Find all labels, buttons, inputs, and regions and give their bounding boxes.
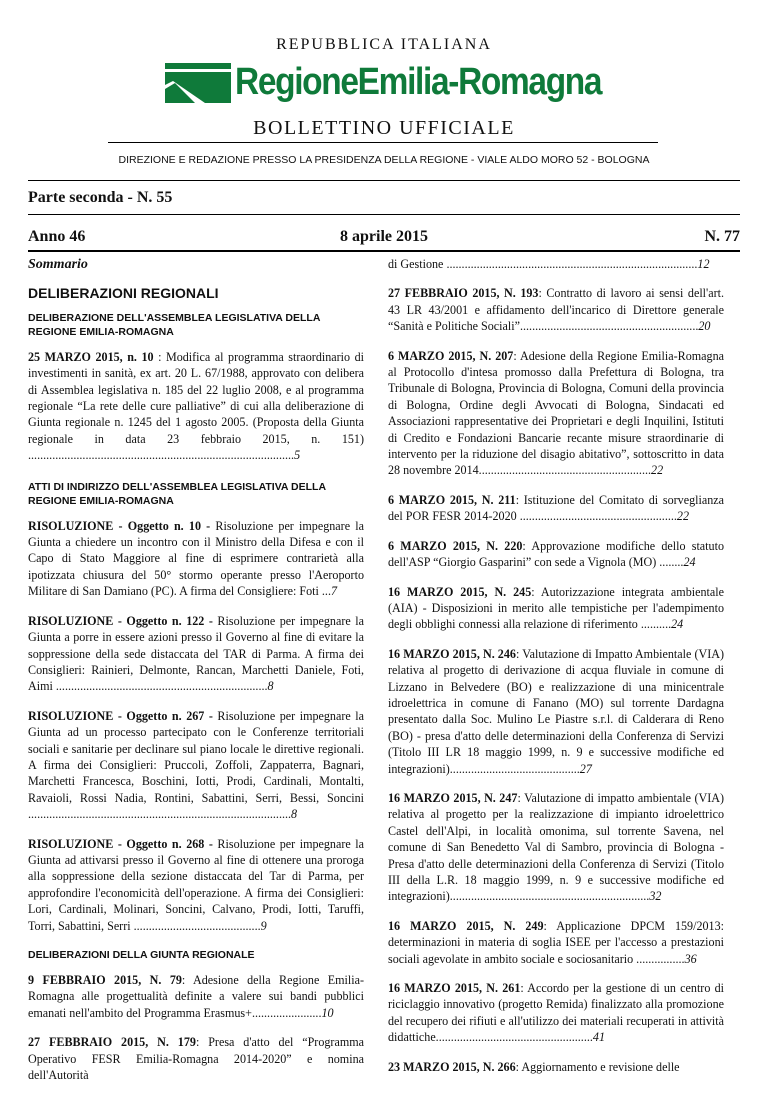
toc-entry[interactable] [28,972,364,1021]
entry-page: 8 [291,807,298,822]
toc-entry[interactable] [388,584,724,633]
entry-page: 22 [651,463,664,478]
bulletin-title: BOLLETTINO UFFICIALE [253,117,515,139]
entry-head: RISOLUZIONE - Oggetto n. 10 - [28,518,211,533]
entry-text: : Presa d'atto del “Programma Operativo FESR Emilia-Romagna 2014-2020” e nomina dell'Autorità [28,1035,365,1083]
toc-entry[interactable] [28,613,364,695]
toc-entry[interactable] [388,980,724,1046]
divider [28,180,740,181]
subsection-heading: DELIBERAZIONE DELL'ASSEMBLEA LEGISLATIVA DELLA REGIONE EMILIA-ROMAGNA [28,311,321,338]
toc-entry[interactable] [28,349,364,464]
toc-entry[interactable] [388,348,724,479]
entry-page: 36 [684,951,697,966]
divider [28,214,740,215]
issue-part: Parte seconda - N. 55 [28,189,173,206]
entry-head: RISOLUZIONE - Oggetto n. 122 - [28,613,213,628]
entry-text: : Adesione della Regione Emilia-Romagna alle progettualità definite a valere sui bandi pubblici emanati nell'ambito del Programma Erasmus+....................... [28,973,364,1020]
entry-head: 16 MARZO 2015, N. 246 [388,646,516,661]
issue-number: N. 77 [704,228,740,245]
region-flag-icon [165,63,231,103]
entry-text: Risoluzione per impegnare la Giunta ad un processo partecipato con le Conferenze territoriali sociali e sanitarie per declinare sul piano locale le direttive regionali. A firma dei Consiglieri: Pruccoli, Zoffoli, Zappaterra, Bagnari, Marchetti Francesca, Boschini, Iotti, Prodi, Cardinali, Montalti, Ravaioli, Rossi Nadia, Rontini, Sabattini, Serri, Bessi, Soncini ....................................................................................... [28,708,364,822]
logo-wordmark: RegioneEmilia-Romagna [235,61,602,103]
entry-page: 27 [579,761,592,776]
subsection-heading: ATTI DI INDIRIZZO DELL'ASSEMBLEA LEGISLATIVA DELLA REGIONE EMILIA-ROMAGNA [28,480,326,507]
subsection-heading: DELIBERAZIONI DELLA GIUNTA REGIONALE [28,949,255,961]
entry-head: 6 MARZO 2015, N. 207 [388,348,514,363]
toc-left-column [28,256,364,1096]
entry-text: : Valutazione di impatto ambientale (VIA) relativa al progetto per la realizzazione di impianto idroelettrico Castel dell'Alpi, in località omonima, sul torrente Savena, nel comune di San Benedetto Val di Sambro, provincia di Bologna - Presa d'atto delle determinazioni della Conferenza di Servizi (Titolo III della L.R. 18 maggio 1999, n. 9 e successive modifiche ed integrazioni).................................................................. [388,790,724,904]
sommario-heading: Sommario [28,257,88,272]
entry-head: 16 MARZO 2015, N. 245 [388,584,532,599]
entry-text: : Accordo per la gestione di un centro di riciclaggio innovativo (progetto Remida) finalizzato alla promozione del recupero dei rifiuti e all'utilizzo dei materiali recuperati in attività didattiche.................................................... [388,981,724,1045]
entry-head: 9 FEBBRAIO 2015, N. 79 [28,973,182,987]
toc-entry[interactable] [28,518,364,600]
entry-text: di Gestione ................................................................................... [388,257,698,271]
entry-page: 32 [649,889,662,904]
toc-right-column [388,256,724,1088]
toc-entry[interactable] [28,708,364,823]
entry-text: : Applicazione DPCM 159/2013: determinazioni in materia di soglia ISEE per l'accesso a prestazioni sociali agevolate in ambito sociale e sociosanitario ................ [388,918,724,966]
direction-address: DIREZIONE E REDAZIONE PRESSO LA PRESIDENZA DELLA REGIONE - VIALE ALDO MORO 52 - BOLOGNA [118,154,650,166]
entry-text: : Approvazione modifiche dello statuto dell'ASP “Giorgio Gasparini” con sede a Vignola (MO) ........ [388,538,724,570]
entry-head: RISOLUZIONE - Oggetto n. 268 - [28,836,213,851]
entry-head: 6 MARZO 2015, N. 211 [388,492,516,507]
section-heading: DELIBERAZIONI REGIONALI [28,285,219,302]
toc-entry[interactable] [388,538,724,571]
toc-entry[interactable] [388,790,724,905]
entry-page: 5 [294,448,301,463]
entry-page: 8 [267,679,274,694]
toc-entry[interactable] [388,285,724,334]
entry-text: : Valutazione di Impatto Ambientale (VIA) relativa al progetto di derivazione di acqua fluviale in comune di Lizzano in Belvedere (BO) e realizzazione di una minicentrale idroelettrica in comune di Fanano (MO) sul torrente Dardagna presentato dalla Soc. Mulino Le Piastre s.r.l. di Calderara di Reno (BO) - presa d'atto delle determinazioni della Conferenza di Servizi (Titolo III LR 18 maggio 1999, n. 9 e successive modifiche ed integrazioni)........................................... [388,646,724,776]
entry-head: 23 MARZO 2015, N. 266 [388,1059,516,1074]
entry-page: 41 [592,1030,605,1045]
entry-head: 27 FEBBRAIO 2015, N. 179 [28,1035,196,1050]
toc-entry[interactable] [388,918,724,967]
region-logo [165,55,651,110]
entry-head: 6 MARZO 2015, N. 220 [388,538,523,553]
entry-head: 16 MARZO 2015, N. 249 [388,918,544,933]
entry-page: 12 [697,257,710,271]
entry-text: Risoluzione per impegnare la Giunta a chiedere un incontro con il Ministro della Difesa e con il Capo di Stato Maggiore al fine di esprimere contrarietà alla ipotizzata chiusura del 50° stormo operante presso l'Aeroporto Militare di San Damiano (PC). A firma del Consigliere: Foti ... [28,518,364,599]
divider [28,250,740,252]
toc-entry[interactable] [28,1034,364,1083]
toc-entry[interactable] [28,836,364,934]
entry-page: 22 [676,509,690,524]
entry-text: : Contratto di lavoro ai sensi dell'art. 43 LR 43/2001 e affidamento dell'incarico di Direttore generale “Sanità e Politiche Sociali”........................................................... [388,286,724,334]
entry-page: 9 [260,918,267,933]
issue-year: Anno 46 [28,228,86,245]
entry-head: 25 MARZO 2015, n. 10 [28,349,154,364]
toc-entry[interactable] [388,646,724,777]
entry-text: Risoluzione per impegnare la Giunta a porre in essere azioni presso il Governo al fine di evitare la soppressione della sede distaccata del TAR di Parma. A firma dei Consiglieri: Rainieri, Delmonte, Rancan, Marchetti Daniele, Foti, Aimi ...................................................................... [28,613,364,694]
entry-text: : Modifica al programma straordinario di investimenti in sanità, ex art. 20 L. 67/1988, approvato con delibera di Assemblea legislativa n. 185 del 22 luglio 2008, e al programma regionale “La rete delle cure palliative” di cui alla deliberazione di Giunta regionale n. 1245 del 1 agosto 2005. (Proposta della Giunta regionale in data 23 febbraio 2015, n. 151) ........................................................................................ [28,349,364,463]
entry-text: Risoluzione per impegnare la Giunta ad attivarsi presso il Governo al fine di ottenere una proroga alla soppressione della sezione distaccata del Tar di Parma, per approfondire l'economicità dell'operazione. A firma dei Consiglieri: Lori, Cardinali, Molinari, Soncini, Calvano, Prodi, Iotti, Taruffi, Torri, Sabattini, Serri .......................................... [28,836,364,933]
entry-page: 24 [683,555,696,570]
divider [108,142,658,143]
entry-head: 16 MARZO 2015, N. 247 [388,790,518,805]
toc-entry-continued[interactable] [388,256,724,272]
entry-page: 20 [698,319,711,334]
entry-text: : Istituzione del Comitato di sorveglianza del POR FESR 2014-2020 .................................................... [388,492,724,524]
entry-text: : Aggiornamento e revisione delle [515,1059,680,1074]
entry-page: 7 [330,584,338,599]
entry-head: 27 FEBBRAIO 2015, N. 193 [388,286,539,301]
entry-text: : Autorizzazione integrata ambientale (AIA) - Disposizioni in merito alle tempistiche per l'adempimento degli obblighi connessi alla relazione di riferimento .......... [388,584,724,632]
entry-text: : Adesione della Regione Emilia-Romagna al Protocollo d'intesa promosso dalla Prefettura di Bologna, tra Tribunale di Bologna, Provincia di Bologna, Comuni della provincia di Bologna, Ordine degli Avvocati di Bologna, Sindacati ed Associazioni rappresentative dei Proprietari e degli Inquilini, Istituti di Credito e Fondazioni Bancarie recante misure straordinarie di intervento per la riduzione del disagio abitativo”, sottoscritto in data 28 novembre 2014......................................................... [388,348,724,478]
issue-date: 8 aprile 2015 [340,228,428,245]
toc-entry[interactable] [388,492,724,525]
entry-head: RISOLUZIONE - Oggetto n. 267 - [28,708,213,723]
entry-page: 24 [671,617,684,632]
toc-entry[interactable] [388,1059,724,1075]
entry-head: 16 MARZO 2015, N. 261 [388,981,521,996]
entry-page: 10 [321,1005,334,1020]
republic-heading: REPUBBLICA ITALIANA [276,36,492,53]
